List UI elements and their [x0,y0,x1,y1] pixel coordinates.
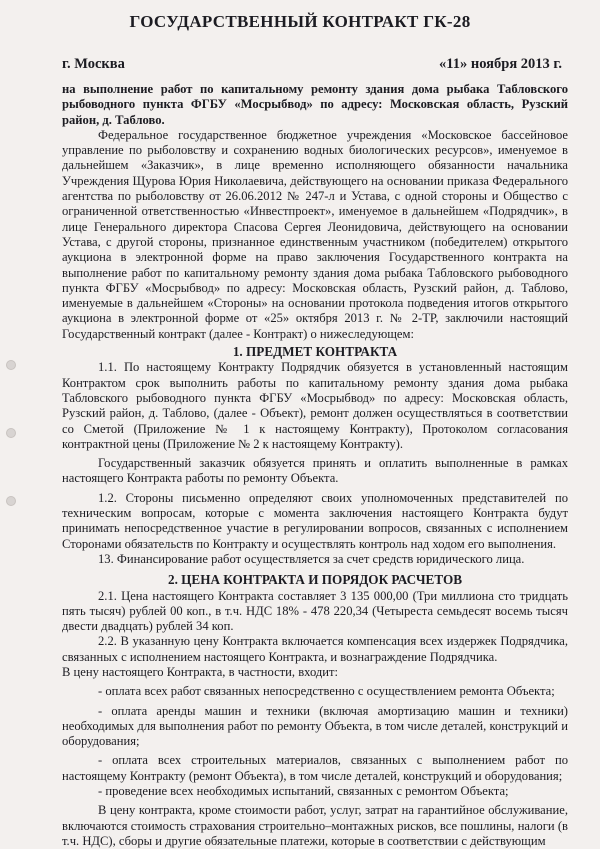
section2-clause-2-1: 2.1. Цена настоящего Контракта составляет 3 135 000,00 (Три миллиона сто тридцать пять тысяч) рублей 00 коп., в т.ч. НДС 18% - 478 220,34 (Четыреста семьдесят восемь тысяч двести двадцать) рублей 34 коп. [62,588,568,634]
section1-customer-obligation: Государственный заказчик обязуется принять и оплатить выполненные в рамках настоящего Контракта работы по ремонту Объекта. [62,456,568,486]
punch-hole [6,360,16,370]
contract-preamble: Федеральное государственное бюджетное учреждения «Московское бассейновое управление по рыболовству и сохранению водных биологических ресурсов», именуемое в дальнейшем «Заказчик», в лице временно исполняющего обязанности начальника Учреждения Щурова Юрия Николаевича, действующего на основании приказа Федерального агентства по рыболовству от 26.06.2012 № 247-л и Устава, с одной стороны и Общество с ограниченной ответственностью «Инвестпроект», именуемое в дальнейшем «Подрядчик», в лице Генерального директора Спасова Сергея Леонидовича, действующего на основании Устава, с другой стороны, признанное единственным участником (победителем) открытого аукциона в электронной форме на право заключения Государственного контракта на выполнение работ по капитальному ремонту здания дома рыбака Табловского рыбоводного пункта ФГБУ «Мосрыбвод» по адресу: Московская область, Рузский район, д. Таблово, именуемые в дальнейшем «Стороны» на основании протокола подведения итогов открытого аукциона в электронной форме от «25» октября 2013 г. № 2-ТР, заключили настоящий Государственный контракт (далее - Контракт) о нижеследующем: [62,127,568,341]
section1-clause-1-3: 13. Финансирование работ осуществляется за счет средств юридического лица. [98,551,525,566]
section2-includes-intro: В цену настоящего Контракта, в частности, входит: [62,664,339,679]
section2-price-composition: В цену контракта, кроме стоимости работ, услуг, затрат на гарантийное обслуживание, включаются стоимость страхования строительно–монтажных рисков, все пошлины, налоги (в т.ч. НДС), сборы и другие обязательные платежи, которые в соответствии с действующим [62,803,568,848]
contract-city: г. Москва [62,56,125,72]
contract-title: ГОСУДАРСТВЕННЫЙ КОНТРАКТ ГК-28 [129,12,471,31]
punch-holes [6,360,16,564]
section2-heading: 2. ЦЕНА КОНТРАКТА И ПОРЯДОК РАСЧЕТОВ [167,572,463,588]
contract-subject: на выполнение работ по капитальному ремонту здания дома рыбака Табловского рыбоводного пункта ФГБУ «Мосрыбвод» по адресу: Московская область, Рузский район, д. Таблово. [62,82,568,127]
section2-clause-2-2: 2.2. В указанную цену Контракта включается компенсация всех издержек Подрядчика, связанных с исполнением настоящего Контракта, и вознаграждение Подрядчика. [62,634,568,664]
section2-bullet: - оплата всех работ связанных непосредственно с осуществлением ремонта Объекта; [98,684,555,699]
section2-bullet: - оплата всех строительных материалов, связанных с выполнением работ по настоящему Контракту (ремонт Объекта), в том числе деталей, конструкций и оборудования; [62,753,568,783]
section1-heading: 1. ПРЕДМЕТ КОНТРАКТА [232,344,398,360]
section2-bullet: - оплата аренды машин и техники (включая амортизацию машин и техники) необходимых для выполнения работ по ремонту Объекта, в том числе деталей, конструкций и оборудования; [62,703,568,749]
contract-date: «11» ноября 2013 г. [439,56,562,72]
section1-clause-1-1: 1.1. По настоящему Контракту Подрядчик обязуется в установленный настоящим Контрактом срок выполнить работы по капитальному ремонту здания дома рыбака Табловского рыбоводного пункта ФГБУ «Мосрыбвод» по адресу: Московская область, Рузский район, д. Таблово, (далее - Объект), ремонт должен осуществляться в соответствии со Сметой (Приложение № 1 к настоящему Контракту), Протоколом согласования контрактной цены (Приложение № 2 к настоящему Контракту). [62,360,568,451]
punch-hole [6,496,16,506]
contract-body [62,82,568,849]
section2-bullet: - проведение всех необходимых испытаний, связанных с ремонтом Объекта; [98,784,509,799]
punch-hole [6,428,16,438]
section1-clause-1-2: 1.2. Стороны письменно определяют своих уполномоченных представителей по техническим вопросам, которые с момента заключения настоящего Контракта будут принимать непосредственное участие в регулировании вопросов, связанных с исполнением Сторонами обязательств по Контракту и осуществлять контроль над ходом его выполнения. [62,490,568,551]
